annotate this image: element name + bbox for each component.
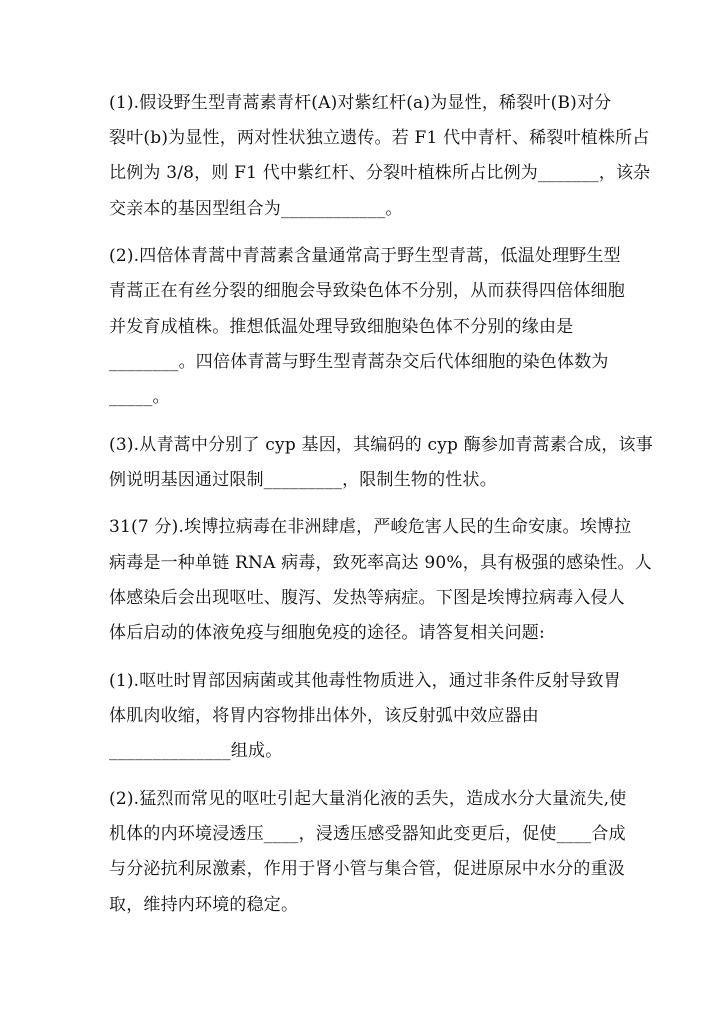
text-line: 病毒是一种单链 RNA 病毒，致死率高达 90%，具有极强的感染性。人 [109,553,652,573]
text-line: 体感染后会出现呕吐、腹泻、发热等病症。下图是埃博拉病毒入侵人 [109,588,625,608]
text-line: 交亲本的基因型组合为____________。 [109,199,403,219]
text-line: 体肌肉收缩，将胃内容物排出体外，该反射弧中效应器由 [109,706,539,726]
text-line: 与分泌抗利尿激素，作用于肾小管与集合管，促进原尿中水分的重汲 [109,859,625,879]
text-line: (1).假设野生型青蒿素青杆(A)对紫红杆(a)为显性，稀裂叶(B)对分 [109,93,612,113]
text-line: (3).从青蒿中分别了 cyp 基因，其编码的 cyp 酶参加青蒿素合成，该事 [109,435,653,455]
text-line: (2).猛烈而常见的呕吐引起大量消化液的丢失，造成水分大量流失,使 [109,789,627,809]
text-line: 机体的内环境浸透压____，浸透压感受器知此变更后，促使____合成 [109,824,626,844]
text-line: _____。 [109,387,170,407]
text-line: (2).四倍体青蒿中青蒿素含量通常高于野生型青蒿，低温处理野生型 [109,246,621,266]
text-line: (1).呕吐时胃部因病菌或其他毒性物质进入，通过非条件反射导致胃 [109,671,621,691]
text-line: 取，维持内环境的稳定。 [109,895,299,915]
text-line: 比例为 3/8，则 F1 代中紫红杆、分裂叶植株所占比例为_______，该杂 [109,163,651,183]
text-line: ______________组成。 [109,741,283,761]
text-line: 并发育成植株。推想低温处理导致细胞染色体不分别的缘由是 [109,317,574,337]
text-line: 裂叶(b)为显性，两对性状独立遗传。若 F1 代中青杆、稀裂叶植株所占 [109,128,650,148]
text-line: 例说明基因通过限制_________，限制生物的性状。 [109,470,497,490]
text-line: 体后启动的体液免疫与细胞免疫的途径。请答复相关问题: [109,623,545,643]
text-line: 青蒿正在有丝分裂的细胞会导致染色体不分别，从而获得四倍体细胞 [109,281,625,301]
text-line: ________。四倍体青蒿与野生型青蒿杂交后代体细胞的染色体数为 [109,352,609,372]
text-line: 31(7 分).埃博拉病毒在非洲肆虐，严峻危害人民的生命安康。埃博拉 [109,517,632,537]
